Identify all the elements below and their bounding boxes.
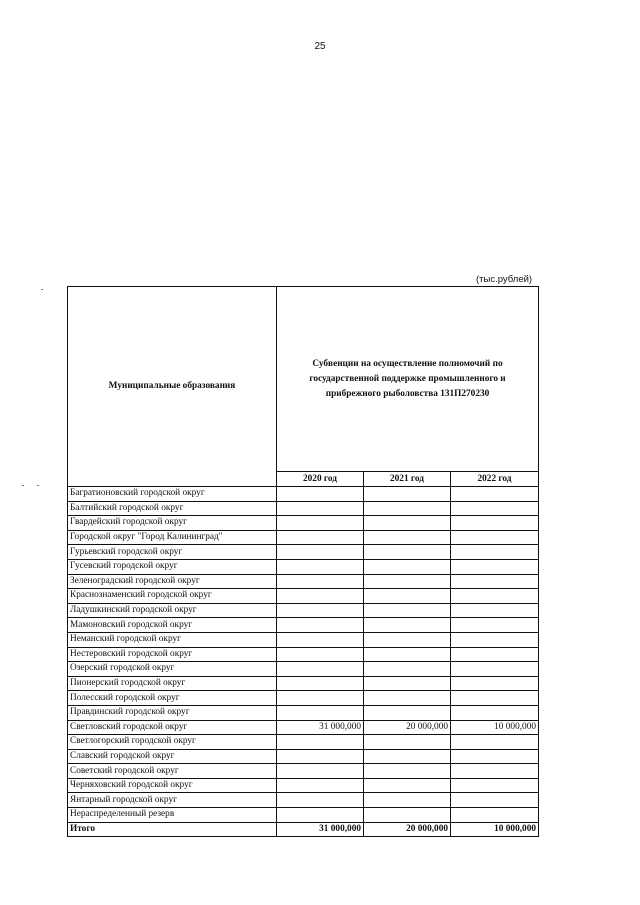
header-year-2022: 2022 год (451, 472, 539, 487)
table-row (68, 559, 539, 574)
value-cell (451, 676, 539, 691)
value-cell (364, 589, 451, 604)
municipality-name: Полесский городской округ (68, 691, 277, 706)
value-cell (277, 530, 364, 545)
value-cell (364, 793, 451, 808)
value-cell: 31 000,000 (277, 720, 364, 735)
table-row (68, 749, 539, 764)
value-cell (277, 516, 364, 531)
municipality-name: Славский городской округ (68, 749, 277, 764)
value-cell (451, 735, 539, 750)
value-cell (451, 574, 539, 589)
table-row (68, 793, 539, 808)
municipality-name: Балтийский городской округ (68, 501, 277, 516)
header-subsidy: Субвенции на осуществление полномочий по государственной поддержке промышленного и прибрежного рыболовства 131П270230 (277, 287, 539, 472)
value-cell (451, 705, 539, 720)
value-cell (364, 647, 451, 662)
table-row (68, 676, 539, 691)
total-value-2021: 20 000,000 (364, 822, 451, 837)
value-cell (451, 559, 539, 574)
value-cell (451, 618, 539, 633)
value-cell (277, 676, 364, 691)
municipality-name: Гурьевский городской округ (68, 545, 277, 560)
table-row (68, 808, 539, 823)
value-cell (364, 530, 451, 545)
value-cell (451, 545, 539, 560)
table-row (68, 691, 539, 706)
municipality-name: Нестеровский городской округ (68, 647, 277, 662)
value-cell (364, 808, 451, 823)
value-cell (277, 559, 364, 574)
value-cell (277, 632, 364, 647)
table-row (68, 632, 539, 647)
value-cell (451, 691, 539, 706)
value-cell (364, 501, 451, 516)
value-cell (451, 778, 539, 793)
municipality-name: Правдинский городской округ (68, 705, 277, 720)
header-year-2020: 2020 год (277, 472, 364, 487)
value-cell (364, 705, 451, 720)
table-row (68, 705, 539, 720)
table-row (68, 487, 539, 502)
municipality-name: Озерский городской округ (68, 662, 277, 677)
value-cell (451, 589, 539, 604)
table-row (68, 501, 539, 516)
units-label: (тыс.рублей) (476, 274, 533, 285)
value-cell (364, 559, 451, 574)
value-cell (277, 778, 364, 793)
value-cell (451, 808, 539, 823)
value-cell (364, 764, 451, 779)
table-row (68, 778, 539, 793)
table-row (68, 720, 539, 735)
value-cell (364, 618, 451, 633)
header-municipality: Муниципальные образования (68, 287, 277, 487)
table-row (68, 530, 539, 545)
value-cell (364, 516, 451, 531)
value-cell (277, 647, 364, 662)
value-cell (277, 749, 364, 764)
table-body (68, 487, 539, 837)
municipality-name: Зеленоградский городской округ (68, 574, 277, 589)
municipality-name: Черняховский городской округ (68, 778, 277, 793)
value-cell (364, 662, 451, 677)
municipality-name: Городской округ "Город Калининград" (68, 530, 277, 545)
municipality-name: Пионерский городской округ (68, 676, 277, 691)
municipality-name: Нераспределенный резерв (68, 808, 277, 823)
municipality-name: Неманский городской округ (68, 632, 277, 647)
municipality-name: Янтарный городской округ (68, 793, 277, 808)
value-cell: 10 000,000 (451, 720, 539, 735)
value-cell (451, 764, 539, 779)
value-cell (364, 487, 451, 502)
margin-mark (41, 289, 43, 290)
value-cell (451, 530, 539, 545)
total-value-2022: 10 000,000 (451, 822, 539, 837)
value-cell (277, 487, 364, 502)
value-cell (277, 662, 364, 677)
municipality-name: Гусевский городской округ (68, 559, 277, 574)
municipality-name: Ладушкинский городской округ (68, 603, 277, 618)
value-cell (277, 691, 364, 706)
value-cell (451, 603, 539, 618)
value-cell (277, 618, 364, 633)
total-row (68, 822, 539, 837)
value-cell (277, 764, 364, 779)
table-row (68, 545, 539, 560)
municipality-name: Советский городской округ (68, 764, 277, 779)
value-cell (277, 808, 364, 823)
value-cell (451, 647, 539, 662)
value-cell (451, 632, 539, 647)
value-cell (277, 793, 364, 808)
value-cell (451, 501, 539, 516)
table-row (68, 603, 539, 618)
value-cell (364, 735, 451, 750)
value-cell (277, 603, 364, 618)
value-cell (364, 545, 451, 560)
value-cell (451, 487, 539, 502)
value-cell (451, 749, 539, 764)
table-row (68, 574, 539, 589)
value-cell (277, 545, 364, 560)
table-row (68, 735, 539, 750)
municipality-name: Светлогорский городской округ (68, 735, 277, 750)
municipality-name: Краснознаменский городской округ (68, 589, 277, 604)
value-cell (277, 705, 364, 720)
value-cell (277, 735, 364, 750)
municipality-name: Гвардейский городской округ (68, 516, 277, 531)
total-value-2020: 31 000,000 (277, 822, 364, 837)
table-row (68, 618, 539, 633)
header-year-2021: 2021 год (364, 472, 451, 487)
value-cell (451, 793, 539, 808)
value-cell (364, 749, 451, 764)
margin-mark (37, 485, 39, 486)
value-cell (364, 676, 451, 691)
value-cell (277, 589, 364, 604)
value-cell: 20 000,000 (364, 720, 451, 735)
page-number: 25 (314, 41, 326, 52)
margin-mark (22, 485, 24, 486)
value-cell (277, 574, 364, 589)
value-cell (364, 691, 451, 706)
table-row (68, 647, 539, 662)
table-row (68, 764, 539, 779)
municipality-name: Светловский городской округ (68, 720, 277, 735)
municipality-name: Багратионовский городской округ (68, 487, 277, 502)
value-cell (364, 574, 451, 589)
subsidy-table (67, 286, 539, 837)
value-cell (364, 603, 451, 618)
table-row (68, 589, 539, 604)
table-row (68, 662, 539, 677)
total-label: Итого (68, 822, 277, 837)
value-cell (277, 501, 364, 516)
value-cell (364, 778, 451, 793)
value-cell (451, 516, 539, 531)
table-row (68, 516, 539, 531)
value-cell (451, 662, 539, 677)
municipality-name: Мамоновский городской округ (68, 618, 277, 633)
value-cell (364, 632, 451, 647)
